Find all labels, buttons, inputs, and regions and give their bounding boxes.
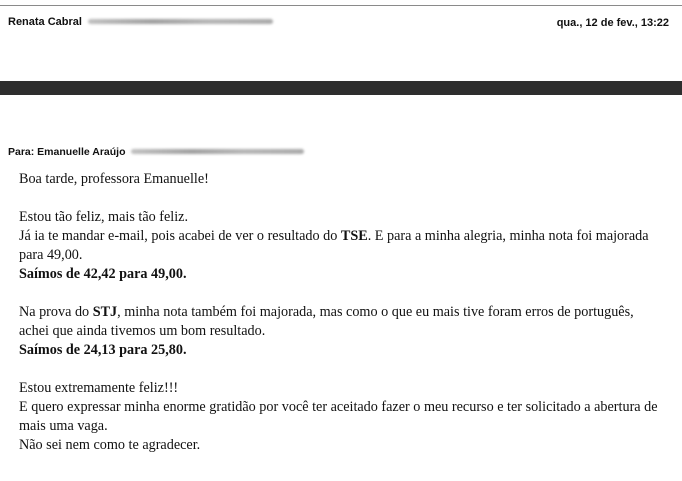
top-divider — [0, 5, 682, 6]
p1-line2-bold: TSE — [340, 228, 368, 244]
p1-line2-post: . E para a minha alegria, minha nota foi majorada para 49,00. — [19, 228, 649, 263]
dark-separator-bar — [0, 81, 682, 95]
p1-line2-pre: Já ia te mandar e-mail, pois acabei de ver o resultado do — [19, 228, 341, 244]
sender-email-redacted — [88, 19, 273, 24]
p2-post: , minha nota também foi majorada, mas como o que eu mais tive foram erros de português, achei que ainda tivemos um bom resultado. — [19, 304, 634, 339]
message-body — [19, 170, 664, 455]
p1-line2 — [19, 227, 664, 265]
message-date: qua., 12 de fev., 13:22 — [556, 17, 669, 29]
sender-name: Renata Cabral — [8, 16, 82, 28]
greeting-line: Boa tarde, professora Emanuelle! — [19, 171, 209, 187]
p3-line3: Não sei nem como te agradecer. — [19, 437, 201, 453]
p1-result: Saímos de 42,42 para 49,00. — [19, 266, 187, 282]
p2-bold: STJ — [92, 304, 118, 320]
recipient-email-redacted — [131, 149, 304, 154]
p2-pre: Na prova do — [19, 304, 93, 320]
p3-line2: E quero expressar minha enorme gratidão por você ter aceitado fazer o meu recurso e ter solicitado a abertura de mais uma vaga. — [19, 399, 658, 434]
recipient-row[interactable] — [8, 146, 304, 158]
p3-line1: Estou extremamente feliz!!! — [19, 380, 179, 396]
p1-line1: Estou tão feliz, mais tão feliz. — [19, 209, 189, 225]
sender-row[interactable] — [8, 16, 273, 28]
p2-text — [19, 303, 664, 341]
recipient-label: Para: Emanuelle Araújo — [8, 146, 126, 158]
p2-result: Saímos de 24,13 para 25,80. — [19, 342, 187, 358]
